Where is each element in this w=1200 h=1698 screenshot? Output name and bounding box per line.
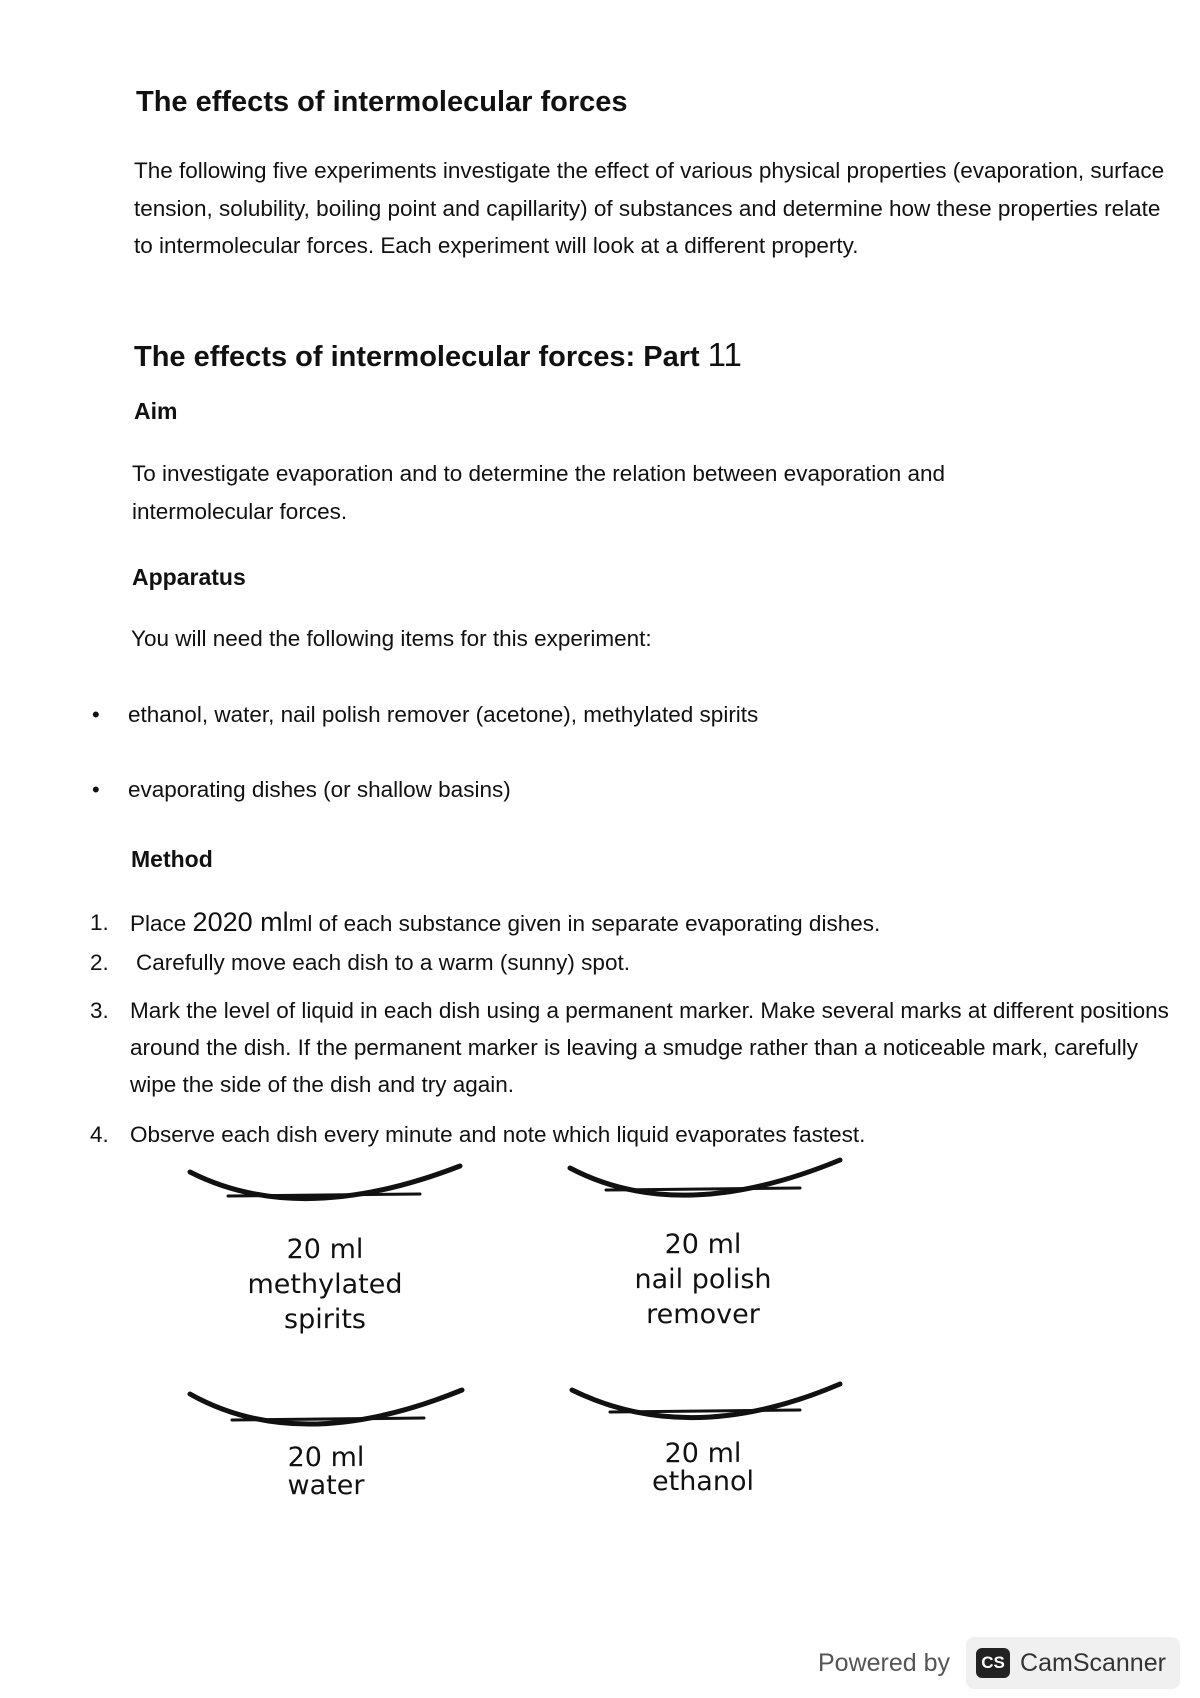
dish-label-line: 20 ml <box>286 1234 364 1265</box>
powered-by-text: Powered by <box>818 1648 951 1677</box>
step-text-pre: Place <box>130 911 193 936</box>
apparatus-item-text: ethanol, water, nail polish remover (acetone), methylated spirits <box>128 702 759 727</box>
bullet-dot: • <box>92 777 100 802</box>
bullet-dot: • <box>92 702 100 727</box>
apparatus-heading: Apparatus <box>132 564 246 590</box>
dish-liquid-line <box>232 1418 424 1420</box>
dishes-figure <box>0 1150 1200 1530</box>
step-text: Observe each dish every minute and note which liquid evaporates fastest. <box>130 1122 866 1147</box>
dish-label-line: 20 ml <box>664 1438 742 1469</box>
camscanner-brand: CamScanner <box>1020 1648 1166 1677</box>
part-title <box>134 336 742 374</box>
step-amount: 2020 ml <box>192 907 289 937</box>
camscanner-watermark <box>818 1636 1180 1690</box>
step-number: 4. <box>90 1122 109 1147</box>
step-text <box>130 904 1170 942</box>
apparatus-item-text: evaporating dishes (or shallow basins) <box>128 777 511 802</box>
page-title: The effects of intermolecular forces <box>136 86 628 118</box>
dish-label-methylated-spirits <box>195 1232 455 1337</box>
camscanner-badge <box>966 1637 1180 1689</box>
step-number: 2. <box>90 950 109 975</box>
dish-label-line: ethanol <box>652 1466 754 1497</box>
dish-label-line: 20 ml <box>664 1229 742 1260</box>
step-text: Carefully move each dish to a warm (sunny) spot. <box>136 950 630 975</box>
aim-text: To investigate evaporation and to determine the relation between evaporation and intermolecular forces. <box>132 461 946 524</box>
dish-label-ethanol <box>573 1440 833 1496</box>
part-title-text: The effects of intermolecular forces: Part <box>134 341 700 373</box>
dish-label-water <box>196 1444 456 1500</box>
dish-label-nail-polish-remover <box>573 1227 833 1332</box>
dish-liquid-line <box>228 1194 420 1196</box>
step-number: 1. <box>90 910 109 935</box>
dish-label-line: methylated <box>247 1269 403 1300</box>
method-heading: Method <box>131 846 213 872</box>
dish-label-line: spirits <box>284 1304 366 1335</box>
dish-liquid-line <box>610 1410 800 1412</box>
dish-liquid-line <box>606 1188 800 1190</box>
part-number: 11 <box>707 336 742 373</box>
dish-label-line: remover <box>646 1299 760 1330</box>
apparatus-intro: You will need the following items for this experiment: <box>131 626 652 651</box>
step-text-post: ml of each substance given in separate evaporating dishes. <box>288 911 881 936</box>
step-number: 3. <box>90 998 109 1023</box>
dish-label-line: nail polish <box>634 1264 772 1295</box>
camscanner-logo-icon: CS <box>976 1648 1010 1678</box>
intro-paragraph: The following five experiments investigate the effect of various physical properties (evaporation, surface tension, solubility, boiling point and capillarity) of substances and determine how these properties relate to intermolecular forces. Each experiment will look at a different property. <box>134 158 1165 258</box>
dish-label-line: water <box>287 1470 365 1501</box>
step-text: Mark the level of liquid in each dish using a permanent marker. Make several marks at different positions around the dish. If the permanent marker is leaving a smudge rather than a noticeable mark, carefully wipe the side of the dish and try again. <box>130 998 1169 1097</box>
dish-label-line: 20 ml <box>287 1442 365 1473</box>
aim-heading: Aim <box>134 398 178 424</box>
